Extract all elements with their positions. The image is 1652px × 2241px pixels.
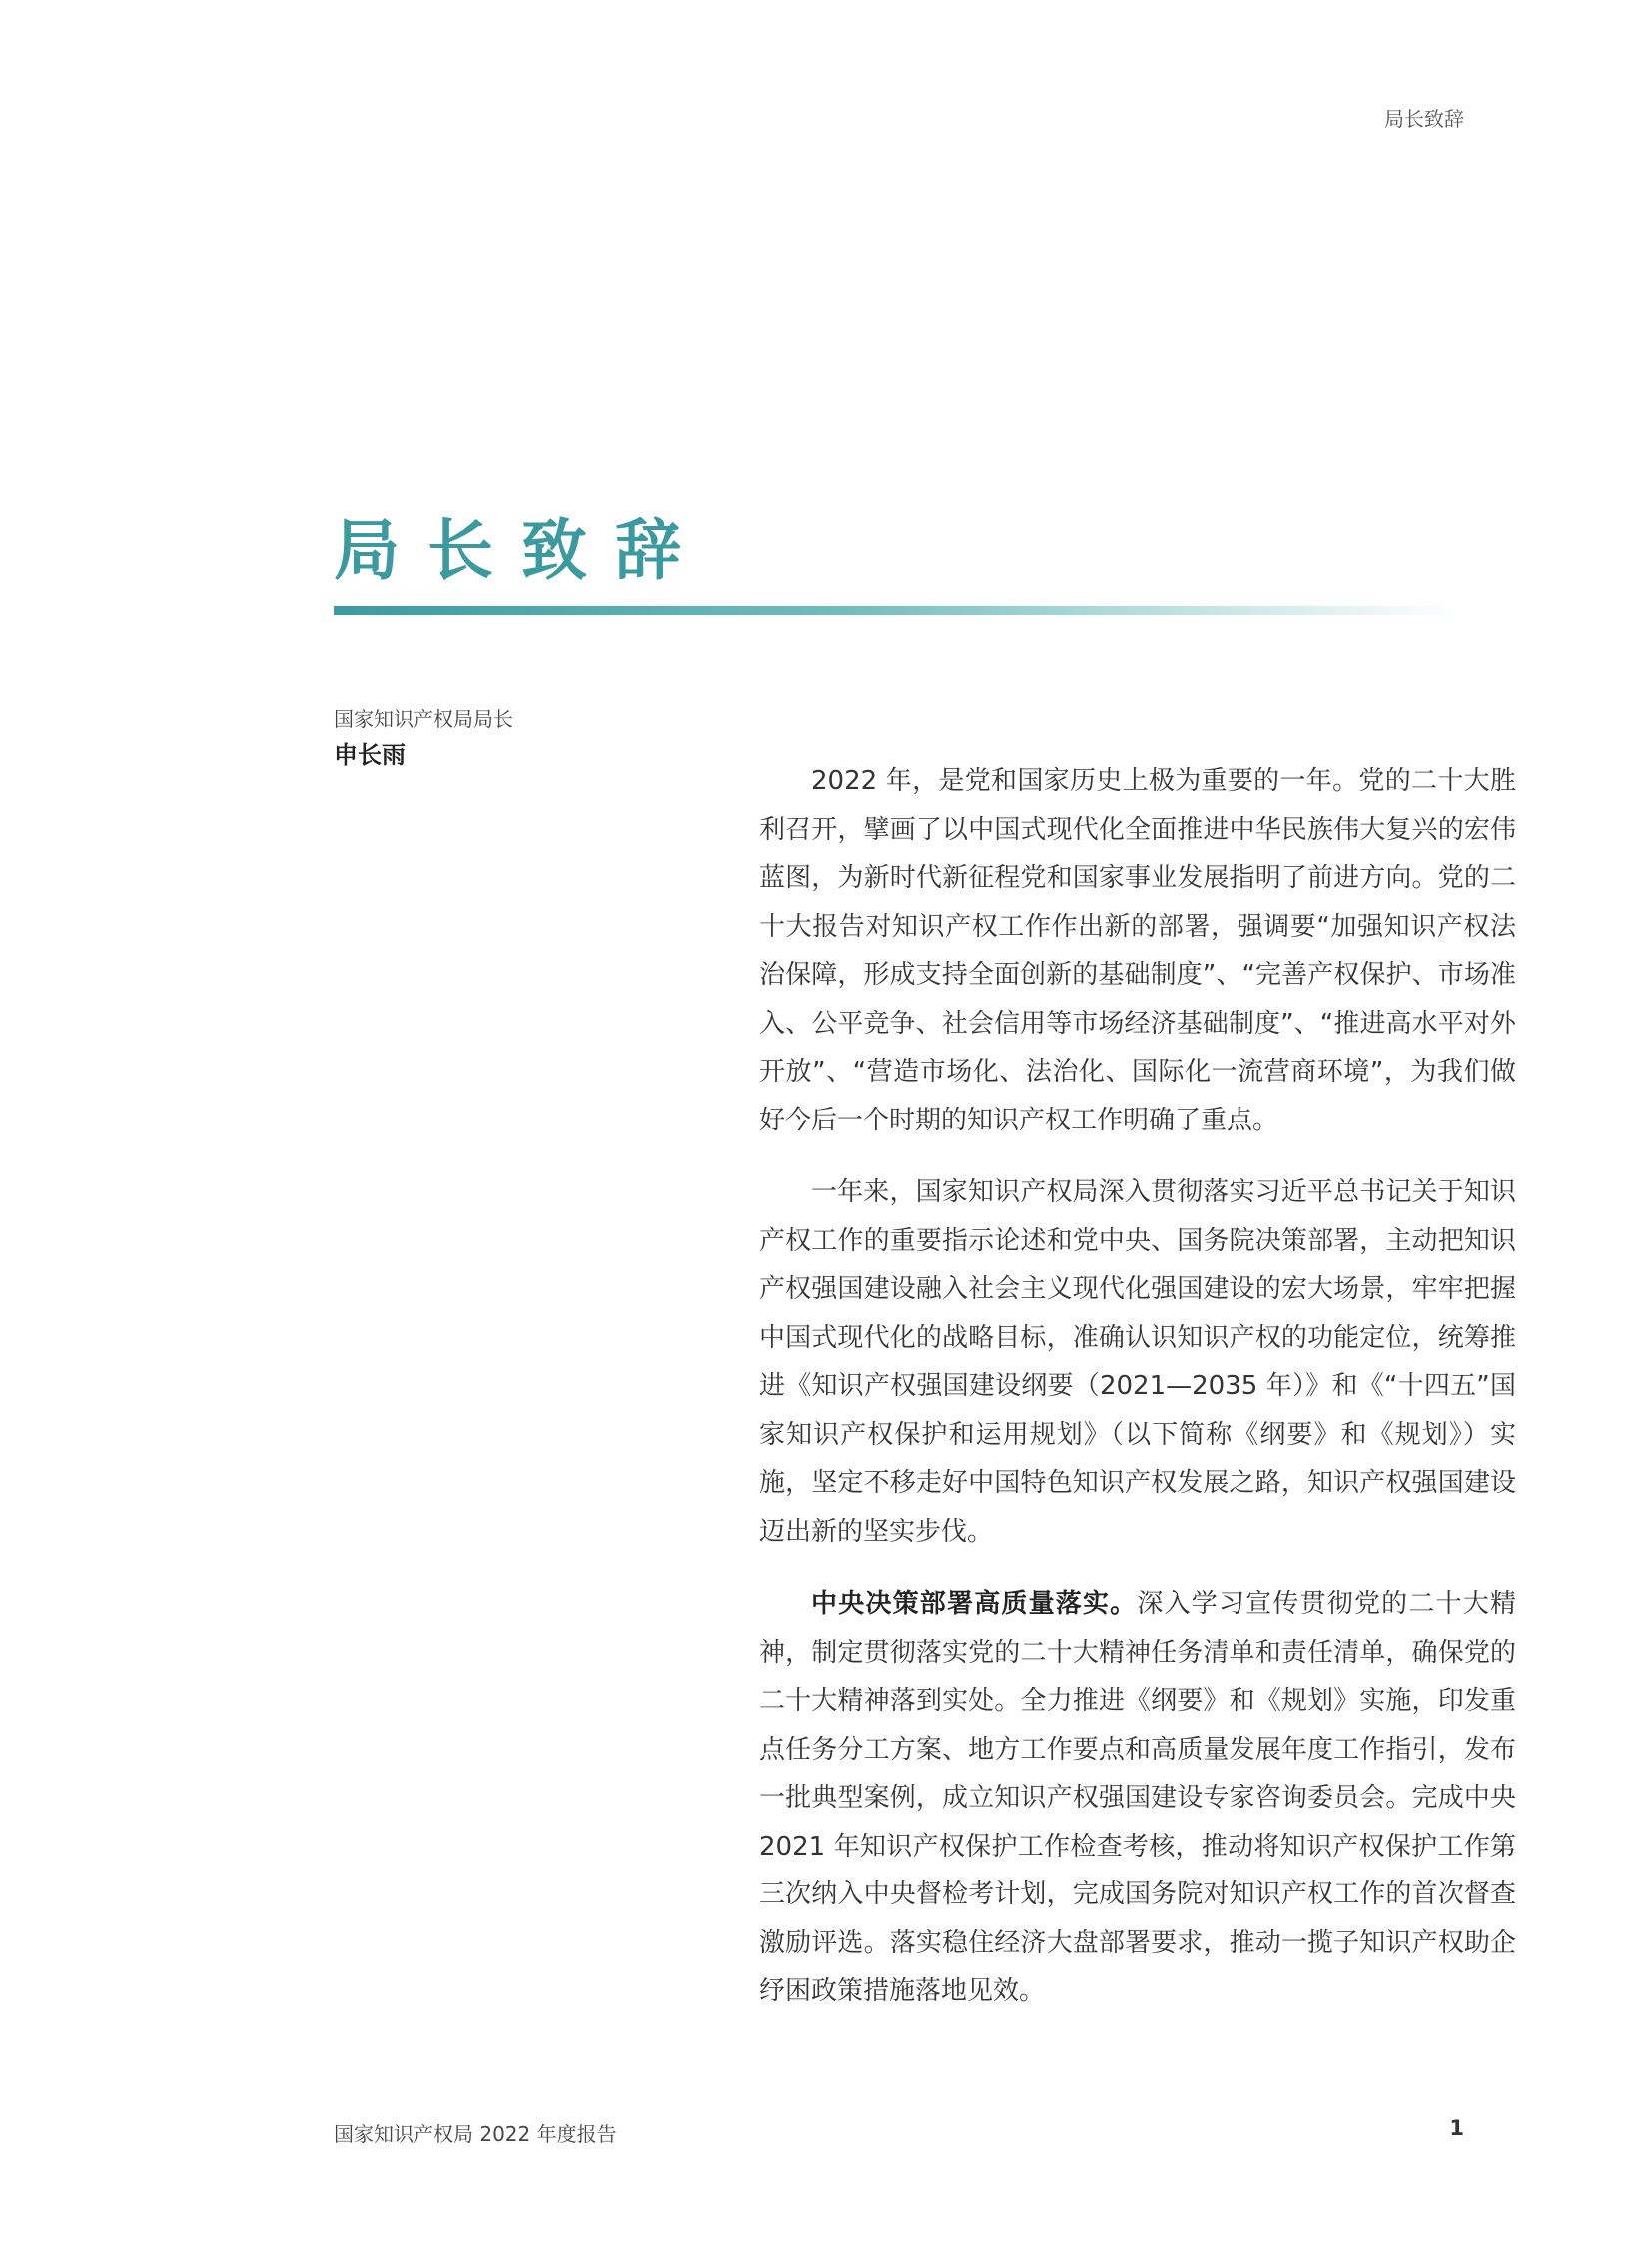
paragraph-2 (759, 1168, 1516, 1556)
paragraph-1 (759, 757, 1516, 1144)
page-title: 局长致辞 (334, 512, 709, 589)
body-text (759, 757, 1516, 2040)
footer-report-name: 国家知识产权局 2022 年度报告 (334, 2122, 617, 2146)
paragraph-text: 一年来，国家知识产权局深入贯彻落实习近平总书记关于知识产权工作的重要指示论述和党中央、国务院决策部署，主动把知识产权强国建设融入社会主义现代化强国建设的宏大场景，牢牢把握中国式现代化的战略目标，准确认识知识产权的功能定位，统筹推进《知识产权强国建设纲要（2021—2035 年）》和《“十四五”国家知识产权保护和运用规划》（以下简称《纲要》和《规划》）实施，坚定不移走好中国特色知识产权发展之路，知识产权强国建设迈出新的坚实步伐。 (759, 1177, 1516, 1547)
author-role: 国家知识产权局局长 (334, 707, 513, 731)
running-header: 局长致辞 (1384, 107, 1464, 131)
title-underline-rule (334, 606, 1456, 615)
paragraph-lead: 中央决策部署高质量落实。 (811, 1589, 1138, 1619)
page-number: 1 (1449, 2116, 1464, 2140)
paragraph-text: 2022 年，是党和国家历史上极为重要的一年。党的二十大胜利召开，擘画了以中国式现代化全面推进中华民族伟大复兴的宏伟蓝图，为新时代新征程党和国家事业发展指明了前进方向。党的二十大报告对知识产权工作作出新的部署，强调要“加强知识产权法治保障，形成支持全面创新的基础制度”、“完善产权保护、市场准入、公平竞争、社会信用等市场经济基础制度”、“推进高水平对外开放”、“营造市场化、法治化、国际化一流营商环境”，为我们做好今后一个时期的知识产权工作明确了重点。 (759, 766, 1516, 1135)
paragraph-3 (759, 1580, 1516, 2016)
author-name: 申长雨 (334, 741, 406, 769)
paragraph-text: 深入学习宣传贯彻党的二十大精神，制定贯彻落实党的二十大精神任务清单和责任清单，确保党的二十大精神落到实处。全力推进《纲要》和《规划》实施，印发重点任务分工方案、地方工作要点和高质量发展年度工作指引，发布一批典型案例，成立知识产权强国建设专家咨询委员会。完成中央 2021 年知识产权保护工作检查考核，推动将知识产权保护工作第三次纳入中央督检考计划，完成国务院对知识产权工作的首次督查激励评选。落实稳住经济大盘部署要求，推动一揽子知识产权助企纾困政策措施落地见效。 (759, 1589, 1516, 2006)
